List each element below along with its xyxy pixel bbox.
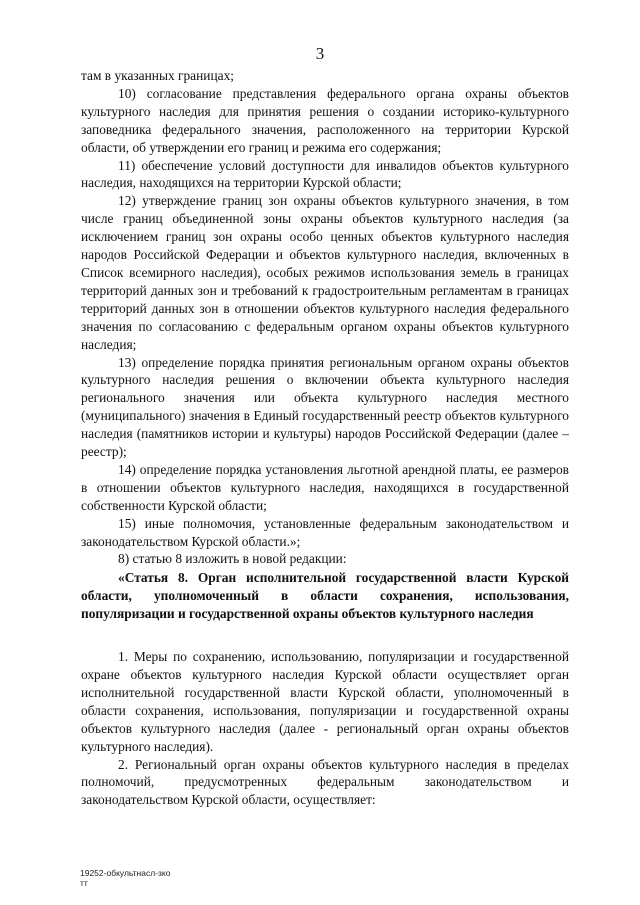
paragraph-continuation: там в указанных границах; <box>81 68 234 83</box>
paragraph-amendment-8: 8) статью 8 изложить в новой редакции: <box>118 551 347 567</box>
paragraph-item-14: 14) определение порядка установления льготной арендной платы, ее размеров в отношении объектов культурного наследия, находящихся в государственной собственности Курской области; <box>81 461 569 513</box>
article-paragraph-2: 2. Региональный орган охраны объектов культурного наследия в пределах полномочий, предусмотренных федеральным законодательством и законодательством Курской области, осуществляет: <box>81 756 569 808</box>
page-number: 3 <box>315 44 325 63</box>
article-paragraph-1: 1. Меры по сохранению, использованию, популяризации и государственной охране объектов культурного наследия Курской области осуществляет орган исполнительной государственной власти Курской области, уполномоченный в области сохранения, использования, популяризации и государственной охраны объектов культурного наследия (далее - региональный орган охраны объектов культурного наследия). <box>81 649 569 754</box>
paragraph-item-11: 11) обеспечение условий доступности для инвалидов объектов культурного наследия, находящихся на территории Курской области; <box>81 157 569 191</box>
article-title: «Статья 8. Орган исполнительной государственной власти Курской области, уполномоченный в области сохранения, использования, популяризации и государственной охраны объектов культурного наследия <box>81 570 569 622</box>
paragraph-item-15: 15) иные полномочия, установленные федеральным законодательством и законодательством Курской области.»; <box>81 515 569 549</box>
footer-mark: тт <box>80 878 88 888</box>
paragraph-item-12: 12) утверждение границ зон охраны объектов культурного значения, в том числе границ объединенной зоны охраны объектов культурного наследия (за исключением границ зон охраны особо ценных объектов культурного наследия народов Российской Федерации и объектов культурного наследия, включенных в Список всемирного наследия), особых режимов использования земель в границах территорий данных зон и требований к градостроительным регламентам в границах территорий данных зон в отношении объектов культурного наследия федерального значения по согласованию с федеральным органом охраны объектов культурного наследия; <box>81 193 569 352</box>
paragraph-item-13: 13) определение порядка принятия региональным органом охраны объектов культурного наследия решения о включении объекта культурного наследия регионального значения или объекта культурного наследия местного (муниципального) значения в Единый государственный реестр объектов культурного наследия (памятников истории и культуры) народов Российской Федерации (далее – реестр); <box>81 354 569 460</box>
footer <box>80 868 170 888</box>
paragraph-item-10: 10) согласование представления федерального органа охраны объектов культурного наследия для принятия решения о создании историко-культурного заповедника федерального значения, расположенного на территории Курской области, об утверждении его границ и режима его содержания; <box>81 85 569 155</box>
document-body <box>81 67 569 809</box>
footer-document-code: 19252-обкультнасл-зко <box>80 868 171 878</box>
section-gap <box>81 623 569 648</box>
